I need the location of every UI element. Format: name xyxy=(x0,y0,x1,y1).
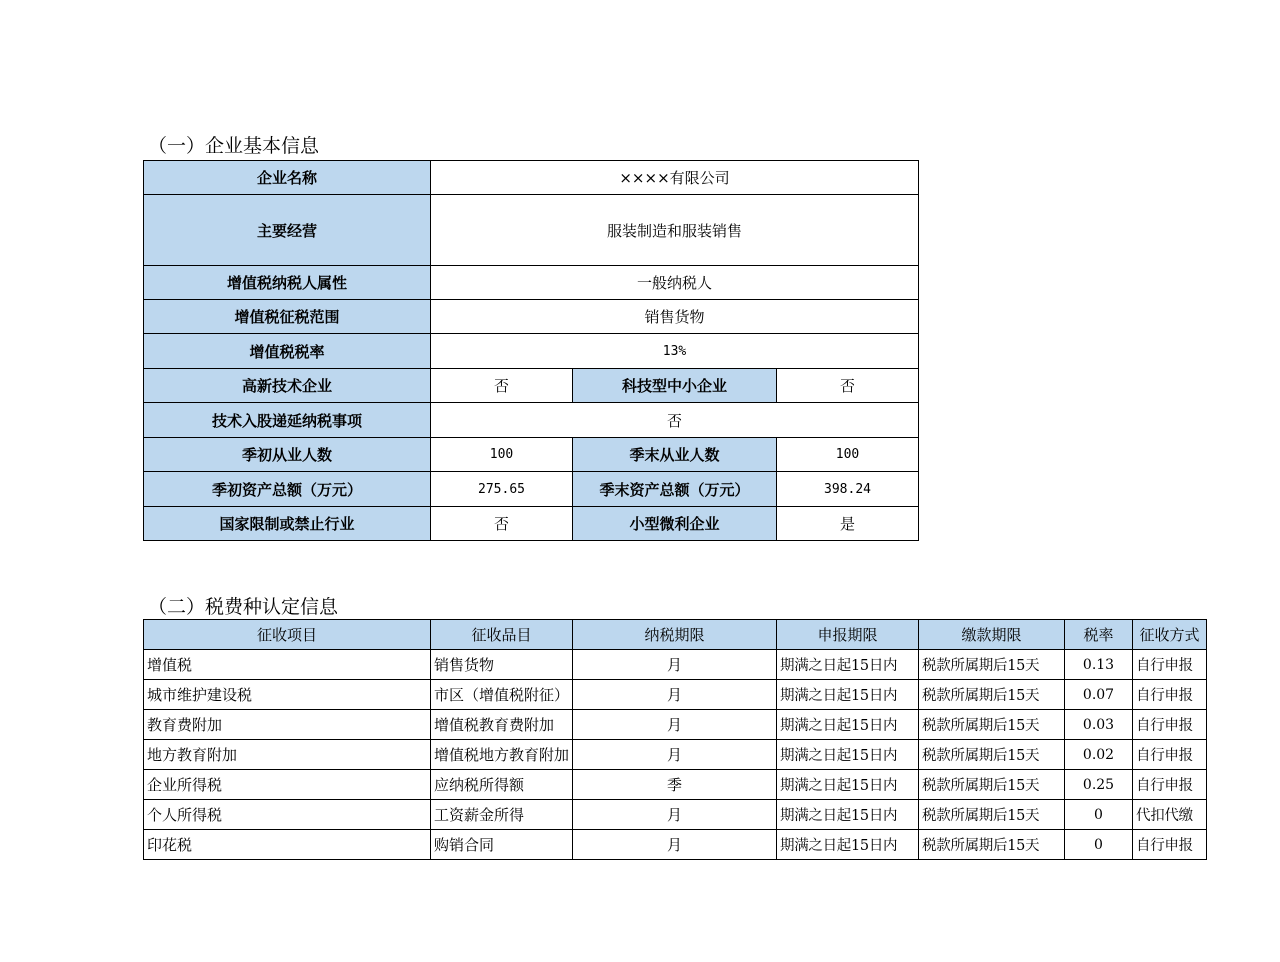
cell-levy-subitem: 市区（增值税附征） xyxy=(431,680,573,710)
assets-end-label: 季末资产总额（万元） xyxy=(573,472,777,507)
header-payment-deadline: 缴款期限 xyxy=(919,620,1065,650)
main-business-value: 服装制造和服装销售 xyxy=(431,195,919,266)
cell-filing-deadline: 期满之日起15日内 xyxy=(777,650,919,680)
cell-payment-deadline: 税款所属期后15天 xyxy=(919,740,1065,770)
row-high-tech xyxy=(144,369,919,403)
cell-tax-rate: 0.03 xyxy=(1065,710,1133,740)
header-levy-method: 征收方式 xyxy=(1133,620,1207,650)
cell-payment-deadline: 税款所属期后15天 xyxy=(919,800,1065,830)
cell-tax-period: 月 xyxy=(573,800,777,830)
cell-tax-rate: 0 xyxy=(1065,830,1133,860)
header-levy-subitem: 征收品目 xyxy=(431,620,573,650)
row-vat-rate xyxy=(144,334,919,369)
employees-start-value: 100 xyxy=(431,438,573,472)
cell-levy-method: 自行申报 xyxy=(1133,740,1207,770)
cell-tax-period: 月 xyxy=(573,680,777,710)
assets-start-value: 275.65 xyxy=(431,472,573,507)
cell-tax-rate: 0 xyxy=(1065,800,1133,830)
cell-levy-method: 自行申报 xyxy=(1133,650,1207,680)
cell-levy-method: 自行申报 xyxy=(1133,710,1207,740)
cell-payment-deadline: 税款所属期后15天 xyxy=(919,770,1065,800)
cell-tax-period: 月 xyxy=(573,740,777,770)
company-name-value: ××××有限公司 xyxy=(431,161,919,195)
cell-payment-deadline: 税款所属期后15天 xyxy=(919,830,1065,860)
cell-filing-deadline: 期满之日起15日内 xyxy=(777,740,919,770)
cell-levy-subitem: 增值税地方教育附加 xyxy=(431,740,573,770)
vat-rate-label: 增值税税率 xyxy=(144,334,431,369)
cell-payment-deadline: 税款所属期后15天 xyxy=(919,650,1065,680)
cell-levy-item: 印花税 xyxy=(144,830,431,860)
cell-levy-subitem: 应纳税所得额 xyxy=(431,770,573,800)
cell-payment-deadline: 税款所属期后15天 xyxy=(919,680,1065,710)
row-employees xyxy=(144,438,919,472)
employees-end-value: 100 xyxy=(777,438,919,472)
table-row xyxy=(144,800,1207,830)
table-row xyxy=(144,830,1207,860)
row-restricted-industry xyxy=(144,507,919,541)
vat-rate-value: 13% xyxy=(431,334,919,369)
small-micro-value: 是 xyxy=(777,507,919,541)
cell-levy-method: 自行申报 xyxy=(1133,830,1207,860)
tech-equity-deferral-label: 技术入股递延纳税事项 xyxy=(144,403,431,438)
row-vat-taxpayer-type xyxy=(144,266,919,300)
header-tax-period: 纳税期限 xyxy=(573,620,777,650)
cell-filing-deadline: 期满之日起15日内 xyxy=(777,710,919,740)
cell-levy-item: 教育费附加 xyxy=(144,710,431,740)
header-filing-deadline: 申报期限 xyxy=(777,620,919,650)
section-title-basic-info: （一）企业基本信息 xyxy=(148,135,320,157)
high-tech-value: 否 xyxy=(431,369,573,403)
cell-levy-subitem: 增值税教育费附加 xyxy=(431,710,573,740)
table-row xyxy=(144,770,1207,800)
vat-scope-label: 增值税征税范围 xyxy=(144,300,431,334)
header-levy-item: 征收项目 xyxy=(144,620,431,650)
cell-filing-deadline: 期满之日起15日内 xyxy=(777,800,919,830)
company-name-label: 企业名称 xyxy=(144,161,431,195)
row-main-business xyxy=(144,195,919,266)
high-tech-label: 高新技术企业 xyxy=(144,369,431,403)
vat-scope-value: 销售货物 xyxy=(431,300,919,334)
cell-levy-subitem: 工资薪金所得 xyxy=(431,800,573,830)
cell-levy-method: 自行申报 xyxy=(1133,680,1207,710)
cell-levy-subitem: 购销合同 xyxy=(431,830,573,860)
tech-sme-value: 否 xyxy=(777,369,919,403)
row-company-name xyxy=(144,161,919,195)
employees-end-label: 季末从业人数 xyxy=(573,438,777,472)
restricted-industry-value: 否 xyxy=(431,507,573,541)
row-assets xyxy=(144,472,919,507)
cell-levy-item: 城市维护建设税 xyxy=(144,680,431,710)
section-title-tax-types: （二）税费种认定信息 xyxy=(148,596,339,618)
header-tax-rate: 税率 xyxy=(1065,620,1133,650)
cell-payment-deadline: 税款所属期后15天 xyxy=(919,710,1065,740)
table-row xyxy=(144,680,1207,710)
cell-tax-period: 月 xyxy=(573,710,777,740)
small-micro-label: 小型微利企业 xyxy=(573,507,777,541)
cell-levy-subitem: 销售货物 xyxy=(431,650,573,680)
cell-levy-method: 自行申报 xyxy=(1133,770,1207,800)
table-row xyxy=(144,740,1207,770)
vat-taxpayer-type-value: 一般纳税人 xyxy=(431,266,919,300)
cell-tax-rate: 0.02 xyxy=(1065,740,1133,770)
row-vat-scope xyxy=(144,300,919,334)
cell-filing-deadline: 期满之日起15日内 xyxy=(777,830,919,860)
tax-table-header xyxy=(144,620,1207,650)
vat-taxpayer-type-label: 增值税纳税人属性 xyxy=(144,266,431,300)
cell-tax-period: 季 xyxy=(573,770,777,800)
cell-levy-item: 增值税 xyxy=(144,650,431,680)
cell-filing-deadline: 期满之日起15日内 xyxy=(777,680,919,710)
tech-equity-deferral-value: 否 xyxy=(431,403,919,438)
cell-tax-rate: 0.13 xyxy=(1065,650,1133,680)
cell-filing-deadline: 期满之日起15日内 xyxy=(777,770,919,800)
basic-info-table xyxy=(143,160,919,541)
row-tech-equity-deferral xyxy=(144,403,919,438)
cell-levy-item: 个人所得税 xyxy=(144,800,431,830)
main-business-label: 主要经营 xyxy=(144,195,431,266)
employees-start-label: 季初从业人数 xyxy=(144,438,431,472)
tech-sme-label: 科技型中小企业 xyxy=(573,369,777,403)
cell-tax-rate: 0.25 xyxy=(1065,770,1133,800)
cell-levy-method: 代扣代缴 xyxy=(1133,800,1207,830)
assets-end-value: 398.24 xyxy=(777,472,919,507)
cell-tax-period: 月 xyxy=(573,650,777,680)
table-row xyxy=(144,650,1207,680)
cell-levy-item: 企业所得税 xyxy=(144,770,431,800)
restricted-industry-label: 国家限制或禁止行业 xyxy=(144,507,431,541)
cell-levy-item: 地方教育附加 xyxy=(144,740,431,770)
table-row xyxy=(144,710,1207,740)
tax-types-table xyxy=(143,619,1207,860)
cell-tax-rate: 0.07 xyxy=(1065,680,1133,710)
cell-tax-period: 月 xyxy=(573,830,777,860)
assets-start-label: 季初资产总额（万元） xyxy=(144,472,431,507)
